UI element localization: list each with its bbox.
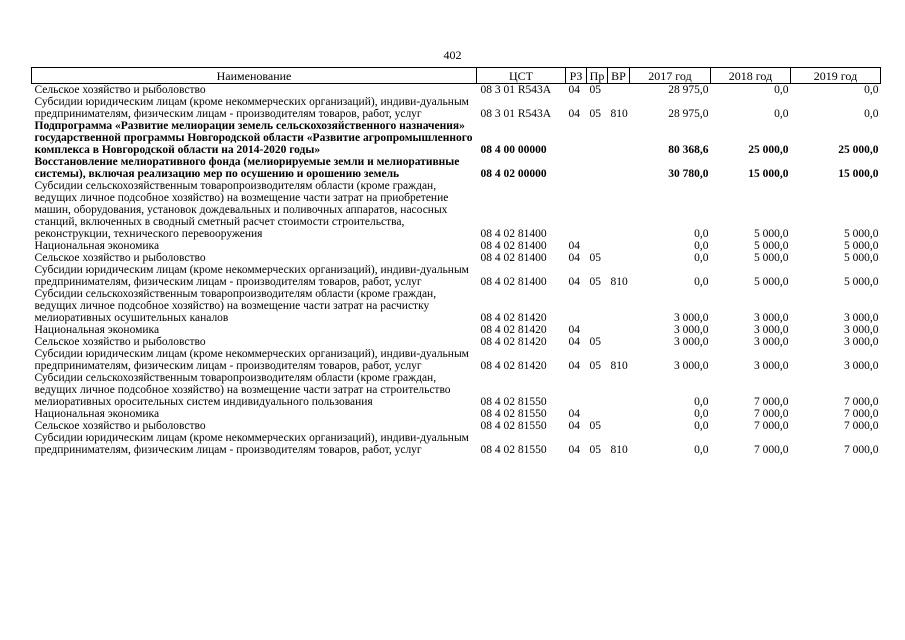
table-row (32, 240, 881, 252)
header-2019: 2019 год (791, 68, 881, 84)
cell-pr (587, 288, 608, 324)
cell-2019: 5 000,0 (844, 252, 879, 264)
header-name: Наименование (32, 68, 477, 84)
cell-pr (587, 372, 608, 408)
cell-rz (566, 288, 587, 324)
cell-vr: 810 (610, 276, 628, 288)
cell-vr (608, 180, 630, 240)
cell-2019: 5 000,0 (844, 228, 879, 240)
cell-2017: 3 000,0 (674, 336, 709, 348)
cell-2019: 7 000,0 (844, 396, 879, 408)
cell-2018: 3 000,0 (754, 336, 789, 348)
cell-2019: 3 000,0 (844, 324, 879, 336)
cell-2019: 3 000,0 (844, 312, 879, 324)
cell-2019: 0,0 (864, 84, 879, 96)
cell-2017: 0,0 (694, 228, 709, 240)
cell-cst: 08 4 02 81420 (480, 324, 547, 336)
cell-cst: 08 4 00 00000 (480, 144, 547, 156)
budget-table (31, 67, 881, 456)
cell-name: Субсидии юридическим лицам (кроме некоммерческих организаций), индиви-дуальным предпринимателям, физическим лицам - производителям товаров, работ, услуг (34, 264, 469, 288)
cell-pr: 05 (589, 444, 601, 456)
cell-2018: 5 000,0 (754, 252, 789, 264)
table-row (32, 96, 881, 120)
table-header-row (32, 68, 881, 84)
cell-2019: 7 000,0 (844, 408, 879, 420)
cell-pr (587, 240, 608, 252)
header-vr: ВР (608, 68, 630, 84)
cell-2017: 0,0 (694, 240, 709, 252)
cell-2017: 28 975,0 (668, 108, 709, 120)
cell-2018: 7 000,0 (754, 444, 789, 456)
cell-2017: 0,0 (694, 252, 709, 264)
cell-2017: 0,0 (694, 276, 709, 288)
cell-vr (608, 372, 630, 408)
cell-cst: 08 4 02 81550 (480, 444, 547, 456)
cell-cst: 08 4 02 81420 (480, 312, 547, 324)
cell-2018: 7 000,0 (754, 420, 789, 432)
cell-name: Национальная экономика (34, 408, 160, 420)
cell-pr (587, 324, 608, 336)
cell-2018: 5 000,0 (754, 240, 789, 252)
table-row (32, 264, 881, 288)
cell-cst: 08 4 02 81420 (480, 360, 547, 372)
cell-2018: 5 000,0 (754, 276, 789, 288)
cell-name: Национальная экономика (34, 240, 160, 252)
cell-2018: 15 000,0 (748, 168, 789, 180)
cell-2019: 15 000,0 (838, 168, 879, 180)
cell-2019: 25 000,0 (838, 144, 879, 156)
table-row (32, 120, 881, 156)
cell-rz: 04 (568, 84, 580, 96)
cell-name: Субсидии сельскохозяйственным товаропроизводителям области (кроме граждан, ведущих личное подсобное хозяйство) на возмещение части затрат на строительство мелиоративных оросительных систем индивидуального пользования (34, 372, 451, 408)
cell-2017: 3 000,0 (674, 324, 709, 336)
cell-name: Национальная экономика (34, 324, 160, 336)
cell-pr (587, 180, 608, 240)
cell-cst: 08 3 01 R543A (480, 108, 552, 120)
cell-cst: 08 4 02 81400 (480, 240, 547, 252)
cell-rz (566, 156, 587, 180)
table-body (32, 84, 881, 457)
header-2018: 2018 год (711, 68, 791, 84)
cell-2018: 0,0 (774, 108, 789, 120)
cell-cst: 08 4 02 81550 (480, 408, 547, 420)
cell-pr (587, 408, 608, 420)
cell-vr (608, 288, 630, 324)
cell-cst: 08 3 01 R543A (480, 84, 552, 96)
cell-name: Восстановление мелиоративного фонда (мелиорируемые земли и мелиоративные системы), включая реализацию мер по осушению и орошению земель (34, 156, 460, 180)
cell-rz (566, 120, 587, 156)
cell-vr: 810 (610, 108, 628, 120)
cell-cst: 08 4 02 81400 (480, 228, 547, 240)
cell-2019: 3 000,0 (844, 360, 879, 372)
cell-2018: 7 000,0 (754, 408, 789, 420)
cell-2017: 30 780,0 (668, 168, 709, 180)
cell-name: Субсидии юридическим лицам (кроме некоммерческих организаций), индиви-дуальным предпринимателям, физическим лицам - производителям товаров, работ, услуг (34, 348, 469, 372)
cell-rz: 04 (568, 252, 580, 264)
cell-name: Сельское хозяйство и рыболовство (34, 252, 206, 264)
cell-2019: 5 000,0 (844, 276, 879, 288)
cell-vr (608, 240, 630, 252)
cell-pr: 05 (589, 252, 601, 264)
cell-vr (608, 324, 630, 336)
cell-vr (608, 252, 630, 264)
table-row (32, 336, 881, 348)
cell-cst: 08 4 02 81400 (480, 276, 547, 288)
cell-rz (566, 180, 587, 240)
cell-name: Сельское хозяйство и рыболовство (34, 420, 206, 432)
cell-vr: 810 (610, 444, 628, 456)
cell-cst: 08 4 02 00000 (480, 168, 547, 180)
table-row (32, 408, 881, 420)
cell-rz: 04 (568, 360, 580, 372)
cell-2017: 0,0 (694, 420, 709, 432)
table-row (32, 372, 881, 408)
cell-2018: 3 000,0 (754, 324, 789, 336)
cell-2018: 3 000,0 (754, 312, 789, 324)
cell-pr: 05 (589, 108, 601, 120)
cell-name: Субсидии юридическим лицам (кроме некоммерческих организаций), индиви-дуальным предпринимателям, физическим лицам - производителям товаров, работ, услуг (34, 96, 469, 120)
cell-pr: 05 (589, 420, 601, 432)
header-2017: 2017 год (630, 68, 711, 84)
cell-vr (608, 156, 630, 180)
cell-2017: 3 000,0 (674, 360, 709, 372)
cell-rz: 04 (568, 420, 580, 432)
cell-cst: 08 4 02 81550 (480, 396, 547, 408)
header-rz: РЗ (566, 68, 587, 84)
cell-rz: 04 (568, 108, 580, 120)
cell-vr (608, 84, 630, 97)
cell-rz: 04 (568, 408, 580, 420)
cell-vr (608, 408, 630, 420)
cell-name: Подпрограмма «Развитие мелиорации земель сельскохозяйственного назначения» государственной программы Новгородской области «Развитие агропромышленного комплекса в Новгородской области на 2014-2020 годы» (34, 120, 473, 156)
cell-vr (608, 120, 630, 156)
cell-2017: 0,0 (694, 408, 709, 420)
cell-2019: 3 000,0 (844, 336, 879, 348)
cell-2017: 28 975,0 (668, 84, 709, 96)
cell-cst: 08 4 02 81400 (480, 252, 547, 264)
cell-2018: 5 000,0 (754, 228, 789, 240)
cell-pr: 05 (589, 276, 601, 288)
cell-vr: 810 (610, 360, 628, 372)
cell-2017: 0,0 (694, 396, 709, 408)
cell-pr: 05 (589, 360, 601, 372)
cell-2018: 25 000,0 (748, 144, 789, 156)
cell-2017: 0,0 (694, 444, 709, 456)
header-cst: ЦСТ (477, 68, 566, 84)
cell-name: Сельское хозяйство и рыболовство (34, 336, 206, 348)
page-number: 402 (443, 48, 462, 62)
cell-rz: 04 (568, 336, 580, 348)
cell-rz: 04 (568, 240, 580, 252)
cell-2017: 3 000,0 (674, 312, 709, 324)
cell-name: Субсидии юридическим лицам (кроме некоммерческих организаций), индиви-дуальным предпринимателям, физическим лицам - производителям товаров, работ, услуг (34, 432, 469, 456)
cell-pr (587, 156, 608, 180)
header-pr: Пр (587, 68, 608, 84)
cell-pr (587, 120, 608, 156)
cell-rz (566, 372, 587, 408)
table-row (32, 180, 881, 240)
table-row (32, 324, 881, 336)
cell-2019: 7 000,0 (844, 444, 879, 456)
cell-cst: 08 4 02 81420 (480, 336, 547, 348)
cell-name: Субсидии сельскохозяйственным товаропроизводителям области (кроме граждан, ведущих личное подсобное хозяйство) на возмещение части затрат на приобретение машин, оборудования, установок дождевальных и поливочных аппаратов, насосных станций, включенных в сводный сметный расчет стоимости строительства, реконструкции, технического перевооружения (34, 180, 449, 240)
cell-2018: 3 000,0 (754, 360, 789, 372)
table-row (32, 348, 881, 372)
cell-rz: 04 (568, 276, 580, 288)
cell-2018: 7 000,0 (754, 396, 789, 408)
table-row (32, 156, 881, 180)
cell-rz: 04 (568, 444, 580, 456)
cell-2019: 7 000,0 (844, 420, 879, 432)
cell-2018: 0,0 (774, 84, 789, 96)
cell-pr: 05 (589, 84, 601, 96)
table-row (32, 288, 881, 324)
table-row (32, 252, 881, 264)
cell-vr (608, 420, 630, 432)
table-row (32, 432, 881, 456)
cell-pr: 05 (589, 336, 601, 348)
cell-cst: 08 4 02 81550 (480, 420, 547, 432)
cell-2019: 0,0 (864, 108, 879, 120)
cell-rz: 04 (568, 324, 580, 336)
cell-2019: 5 000,0 (844, 240, 879, 252)
cell-name: Субсидии сельскохозяйственным товаропроизводителям области (кроме граждан, ведущих личное подсобное хозяйство) на возмещение части затрат на расчистку мелиоративных осушительных каналов (34, 288, 437, 324)
cell-vr (608, 336, 630, 348)
cell-name: Сельское хозяйство и рыболовство (34, 84, 206, 96)
cell-2017: 80 368,6 (668, 144, 709, 156)
table-row (32, 420, 881, 432)
table-row (32, 84, 881, 97)
